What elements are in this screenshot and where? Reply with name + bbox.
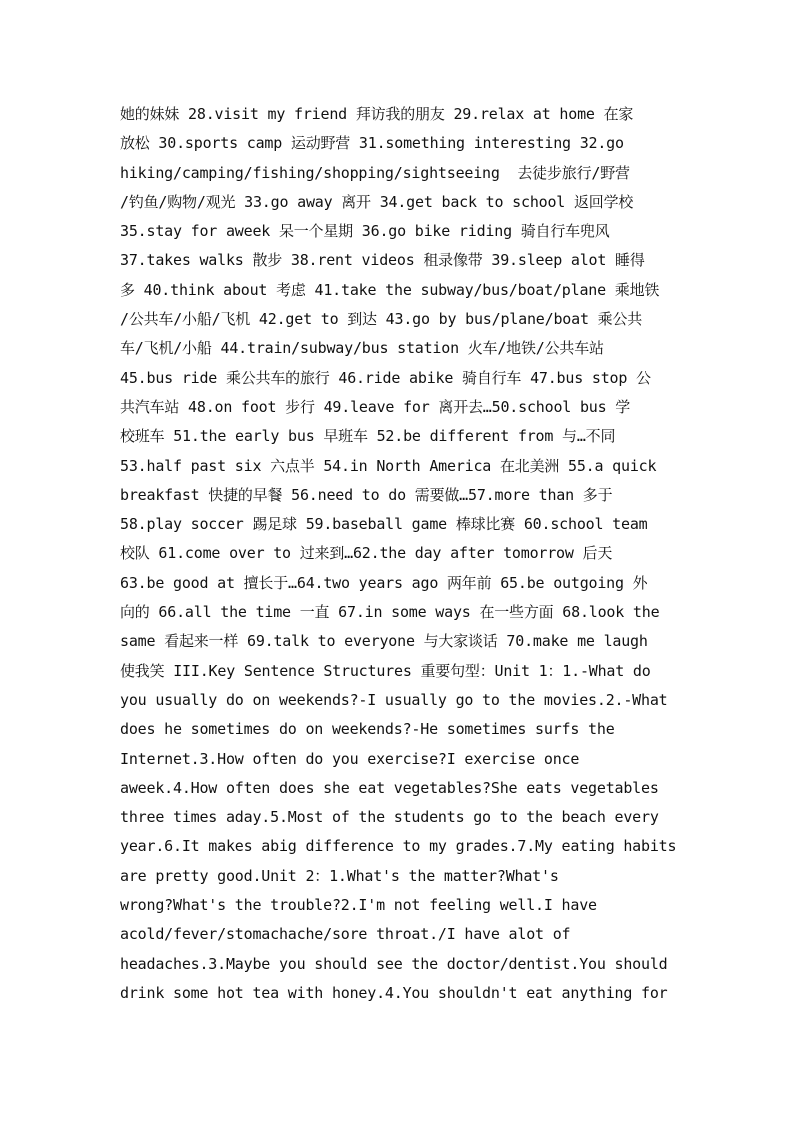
text-line: 使我笑 III.Key Sentence Structures 重要句型：Unit 1：1.-What do [120,661,651,680]
text-line: acold/fever/stomachache/sore throat./I have alot of [120,925,571,944]
text-line: 向的 66.all the time 一直 67.in some ways 在一些方面 68.look the [120,603,660,622]
text-line: 53.half past six 六点半 54.in North America 在北美洲 55.a quick [120,456,657,475]
text-line: are pretty good.Unit 2：1.What's the matter?What's [120,866,559,885]
text-line: 她的妹妹 28.visit my friend 拜访我的朋友 29.relax at home 在家 [120,105,634,123]
text-line: 45.bus ride 乘公共车的旅行 46.ride abike 骑自行车 47.bus stop 公 [120,368,651,387]
text-line: Internet.3.How often do you exercise?I exercise once [120,749,580,768]
text-line: 共汽车站 48.on foot 步行 49.leave for 离开去…50.school bus 学 [120,397,631,416]
text-line: hiking/camping/fishing/shopping/sightseeing 去徒步旅行/野营 [120,163,630,182]
text-line: does he sometimes do on weekends?-He sometimes surfs the [120,720,615,739]
text-line: 校队 61.come over to 过来到…62.the day after tomorrow 后天 [120,544,613,563]
text-line: same 看起来一样 69.talk to everyone 与大家谈话 70.make me laugh [120,632,648,651]
text-line: 35.stay for aweek 呆一个星期 36.go bike riding 骑自行车兜风 [120,222,610,241]
text-line: three times aday.5.Most of the students go to the beach every [120,808,659,827]
text-line: drink some hot tea with honey.4.You shouldn't eat anything for [120,983,668,1002]
text-line: breakfast 快捷的早餐 56.need to do 需要做…57.more than 多于 [120,485,613,504]
text-line: 放松 30.sports camp 运动野营 31.something interesting 32.go [120,134,624,153]
text-line: headaches.3.Maybe you should see the doctor/dentist.You should [120,954,668,973]
text-line: year.6.It makes abig difference to my grades.7.My eating habits [120,837,677,856]
text-line: you usually do on weekends?-I usually go to the movies.2.-What [120,690,668,709]
text-line: 63.be good at 擅长于…64.two years ago 两年前 65.be outgoing 外 [120,573,648,592]
document-text-block [120,100,695,1008]
text-line: /钓鱼/购物/观光 33.go away 离开 34.get back to school 返回学校 [120,192,634,211]
text-line: /公共车/小船/飞机 42.get to 到达 43.go by bus/plane/boat 乘公共 [120,310,643,329]
text-line: aweek.4.How often does she eat vegetables?She eats vegetables [120,778,659,797]
text-line: 校班车 51.the early bus 早班车 52.be different from 与…不同 [120,427,616,446]
text-line: 车/飞机/小船 44.train/subway/bus station 火车/地铁/公共车站 [120,339,604,358]
text-line: 37.takes walks 散步 38.rent videos 租录像带 39.sleep alot 睡得 [120,251,645,270]
text-line: 58.play soccer 踢足球 59.baseball game 棒球比赛 60.school team [120,515,648,534]
text-line: 多 40.think about 考虑 41.take the subway/bus/boat/plane 乘地铁 [120,280,660,299]
text-line: wrong?What's the trouble?2.I'm not feeling well.I have [120,896,597,915]
